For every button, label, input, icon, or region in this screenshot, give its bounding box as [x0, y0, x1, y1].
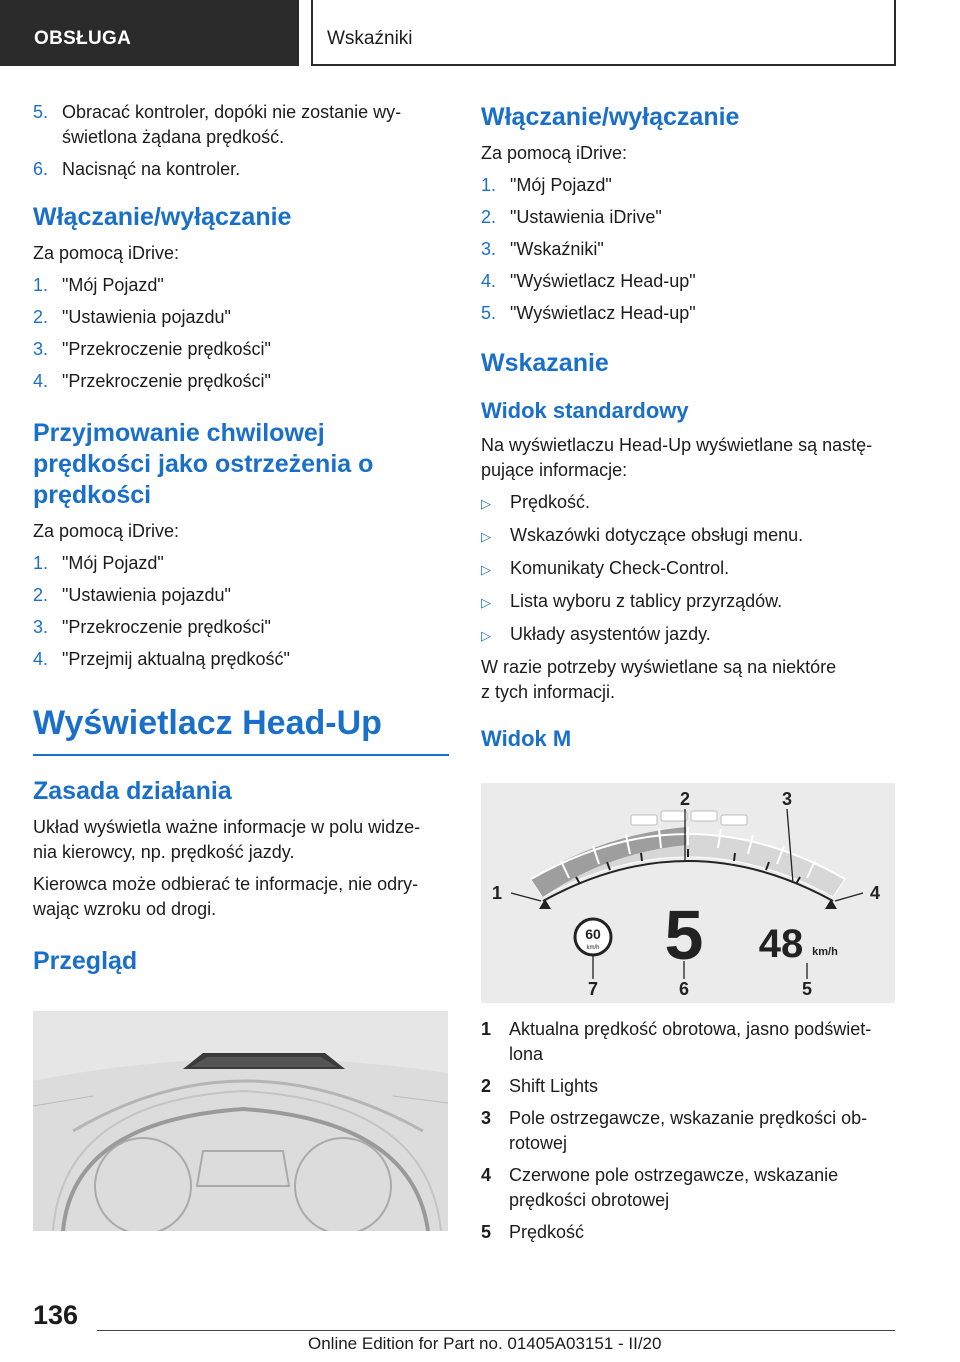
heading-rule	[33, 754, 449, 756]
figure-legend	[481, 1017, 899, 1252]
bullet-text: Wskazówki dotyczące obsługi menu.	[510, 525, 804, 545]
step-text: "Ustawienia iDrive"	[510, 207, 662, 227]
bullet-item	[481, 490, 899, 516]
list-item	[481, 237, 899, 262]
principle-paragraph-1: Układ wyświetla ważne informacje w polu widze- nia kierowcy, np. prędkość jazdy.	[33, 817, 421, 862]
step-text: "Przekroczenie prędkości"	[62, 617, 271, 637]
step-number: 4.	[481, 271, 497, 291]
left-column	[33, 100, 449, 985]
list-item	[33, 615, 449, 640]
step-text: "Ustawienia pojazdu"	[62, 585, 231, 605]
intro-text: Za pomocą iDrive:	[33, 243, 180, 263]
dashboard-drawing	[33, 1011, 448, 1231]
step-number: 4.	[33, 371, 49, 391]
limit-value: 60	[585, 926, 601, 942]
heading-adopt-speed: Przyjmowanie chwilowej prędkości jako ostrzeżenia o prędkości	[33, 419, 374, 509]
step-text: "Mój Pojazd"	[510, 175, 612, 195]
bullet-item	[481, 556, 899, 582]
heading-principle: Zasada działania	[33, 777, 232, 805]
bullet-text: Komunikaty Check-Control.	[510, 558, 730, 578]
list-item	[481, 173, 899, 198]
legend-key: 1	[481, 1019, 492, 1039]
step-number: 4.	[33, 649, 49, 669]
m-view-drawing	[481, 783, 895, 1003]
callout-5: 5	[801, 979, 813, 999]
legend-text: Prędkość	[509, 1222, 585, 1242]
legend-item	[481, 1074, 899, 1099]
chapter-title: Wskaźniki	[327, 28, 413, 49]
step-number: 1.	[33, 553, 49, 573]
step-number: 2.	[33, 585, 49, 605]
step-number: 5.	[33, 102, 49, 122]
list-item	[33, 551, 449, 576]
bullet-triangle-icon: ▷	[481, 562, 491, 577]
list-item	[481, 205, 899, 230]
step-number: 1.	[481, 175, 497, 195]
list-item	[33, 273, 449, 298]
callout-3: 3	[781, 789, 793, 809]
legend-text: Pole ostrzegawcze, wskazanie prędkości ob- rotowej	[509, 1108, 868, 1153]
step-text: "Wyświetlacz Head-up"	[510, 303, 696, 323]
list-item	[33, 647, 449, 672]
legend-item	[481, 1017, 899, 1067]
heading-overview: Przegląd	[33, 947, 138, 975]
heading-standard-view: Widok standardowy	[481, 398, 689, 423]
bullet-text: Układy asystentów jazdy.	[510, 624, 711, 644]
legend-text: Czerwone pole ostrzegawcze, wskazanie prędkości obrotowej	[509, 1165, 839, 1210]
list-item	[33, 583, 449, 608]
bullet-triangle-icon: ▷	[481, 529, 491, 544]
legend-item	[481, 1163, 899, 1213]
step-number: 3.	[481, 239, 497, 259]
list-item	[481, 301, 899, 326]
step-number: 1.	[33, 275, 49, 295]
callout-6: 6	[678, 979, 690, 999]
list-item	[33, 305, 449, 330]
list-item	[33, 100, 449, 150]
bullet-triangle-icon: ▷	[481, 628, 491, 643]
callout-7: 7	[587, 979, 599, 999]
step-text: "Przekroczenie prędkości"	[62, 339, 271, 359]
bullet-text: Prędkość.	[510, 492, 591, 512]
step-text: "Wyświetlacz Head-up"	[510, 271, 696, 291]
section-title: OBSŁUGA	[34, 28, 132, 49]
dashboard-illustration	[33, 1011, 448, 1231]
heading-onoff-hud: Włączanie/wyłączanie	[481, 103, 740, 131]
footer-rule	[97, 1330, 895, 1331]
step-text: "Mój Pojazd"	[62, 553, 164, 573]
legend-key: 2	[481, 1076, 492, 1096]
bullet-item	[481, 523, 899, 549]
callout-2: 2	[679, 789, 691, 809]
step-number: 3.	[33, 617, 49, 637]
step-number: 6.	[33, 159, 49, 179]
legend-text: Shift Lights	[509, 1076, 599, 1096]
callout-1: 1	[491, 883, 503, 903]
page-number: 136	[33, 1300, 79, 1330]
callout-4: 4	[869, 883, 881, 903]
right-column	[481, 100, 899, 761]
list-item	[33, 157, 449, 182]
step-number: 3.	[33, 339, 49, 359]
step-number: 5.	[481, 303, 497, 323]
limit-unit: km/h	[586, 945, 600, 951]
legend-text: Aktualna prędkość obrotowa, jasno podświet- lona	[509, 1019, 872, 1064]
bullet-triangle-icon: ▷	[481, 595, 491, 610]
legend-key: 4	[481, 1165, 492, 1185]
step-text: "Wskaźniki"	[510, 239, 604, 259]
heading-display: Wskazanie	[481, 349, 609, 377]
heading-head-up-display: Wyświetlacz Head-Up	[33, 704, 382, 742]
standard-intro: Na wyświetlaczu Head-Up wyświetlane są nastę- pujące informacje:	[481, 435, 873, 480]
step-text: Nacisnąć na kontroler.	[62, 159, 241, 179]
legend-key: 3	[481, 1108, 492, 1128]
list-item	[481, 269, 899, 294]
bullet-triangle-icon: ▷	[481, 496, 491, 511]
intro-text: Za pomocą iDrive:	[33, 521, 180, 541]
standard-note: W razie potrzeby wyświetlane są na niektóre z tych informacji.	[481, 657, 837, 702]
step-number: 2.	[481, 207, 497, 227]
step-text: Obracać kontroler, dopóki nie zostanie wy- świetlona żądana prędkość.	[62, 102, 402, 147]
principle-paragraph-2: Kierowca może odbierać te informacje, nie odry- wając wzroku od drogi.	[33, 874, 419, 919]
speed-unit: km/h	[812, 946, 838, 958]
list-item	[33, 369, 449, 394]
legend-key: 5	[481, 1222, 492, 1242]
heading-onoff: Włączanie/wyłączanie	[33, 203, 292, 231]
bullet-item	[481, 589, 899, 615]
edition-text: Online Edition for Part no. 01405A03151 - II/20	[308, 1334, 662, 1353]
section-tab	[0, 0, 299, 66]
m-view-figure	[481, 783, 895, 1003]
legend-item	[481, 1106, 899, 1156]
heading-m-view: Widok M	[481, 726, 572, 751]
chapter-tab	[311, 0, 896, 66]
gear-indicator: 5	[664, 896, 704, 974]
bullet-item	[481, 622, 899, 648]
step-text: "Mój Pojazd"	[62, 275, 164, 295]
bullet-text: Lista wyboru z tablicy przyrządów.	[510, 591, 783, 611]
speed-value: 48	[758, 922, 804, 966]
list-item	[33, 337, 449, 362]
step-text: "Przekroczenie prędkości"	[62, 371, 271, 391]
legend-item	[481, 1220, 899, 1245]
intro-text: Za pomocą iDrive:	[481, 143, 628, 163]
step-text: "Ustawienia pojazdu"	[62, 307, 231, 327]
step-number: 2.	[33, 307, 49, 327]
step-text: "Przejmij aktualną prędkość"	[62, 649, 290, 669]
